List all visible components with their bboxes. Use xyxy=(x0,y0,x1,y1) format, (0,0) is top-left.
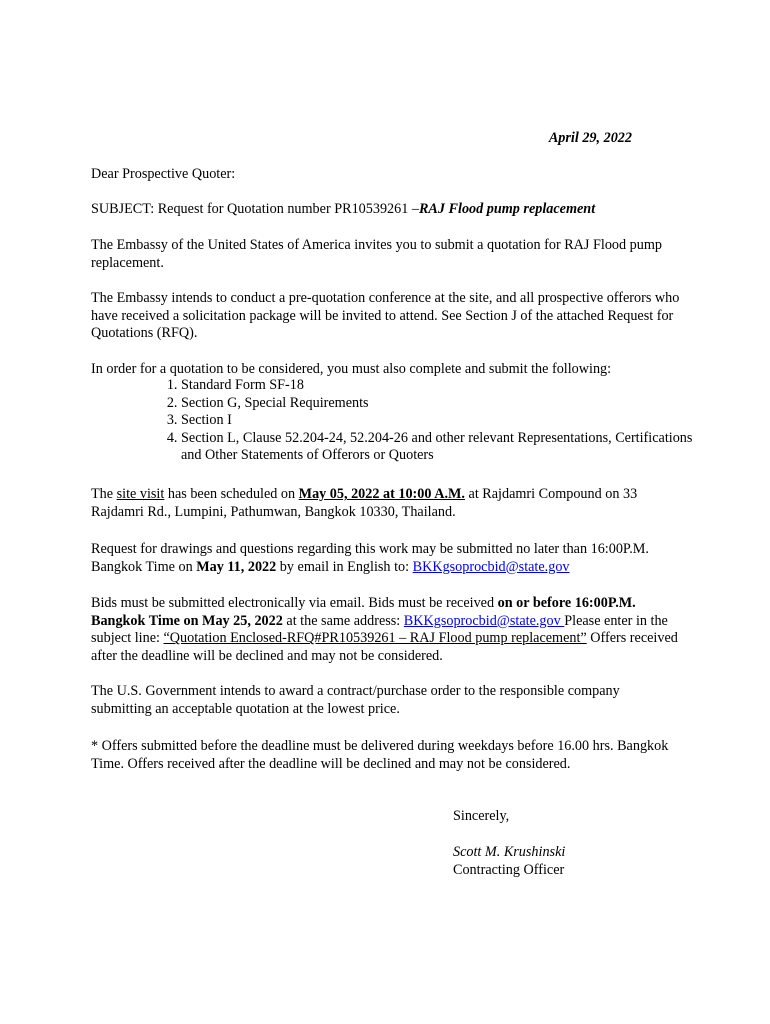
bids-deadline: on or before 16:00P.M. Bangkok Time on May 25, 2022 xyxy=(91,595,636,629)
requirement-item: 1. Standard Form SF-18 xyxy=(181,377,701,395)
note-paragraph: * Offers submitted before the deadline must be delivered during weekdays before 16.00 hrs. Bangkok Time. Offers received after the deadline will be declined and may not be considered. xyxy=(91,738,669,772)
questions-text: Request for drawings and questions regarding this work may be submitted no later than 16:00P.M. Bangkok Time on xyxy=(91,541,649,575)
intro-paragraph: The Embassy of the United States of America invites you to submit a quotation for RAJ Flood pump replacement. xyxy=(91,237,662,271)
requirements-lead: In order for a quotation to be considered, you must also complete and submit the following: xyxy=(91,361,612,377)
salutation: Dear Prospective Quoter: xyxy=(91,166,236,182)
subject-line-instruction: “Quotation Enclosed-RFQ#PR10539261 – RAJ Flood pump replacement” xyxy=(163,630,587,647)
requirement-item: 2. Section G, Special Requirements xyxy=(181,395,701,413)
requirement-item: 4. Section L, Clause 52.204-24, 52.204-26 and other relevant Representations, Certifications and Other Statements of Offerors or Quoters xyxy=(181,430,701,465)
questions-paragraph xyxy=(91,541,681,576)
award-paragraph: The U.S. Government intends to award a contract/purchase order to the responsible company submitting an acceptable quotation at the lowest price. xyxy=(91,683,620,717)
site-visit-paragraph xyxy=(91,486,651,521)
questions-deadline: May 11, 2022 xyxy=(196,558,277,575)
bids-text: Please enter in the subject line: xyxy=(91,612,668,647)
requirements-list xyxy=(158,377,701,465)
site-visit-datetime: May 05, 2022 at 10:00 A.M. xyxy=(298,486,465,502)
site-visit-text: has been scheduled on xyxy=(164,486,299,502)
signer-name: Scott M. Krushinski xyxy=(453,844,566,860)
conference-paragraph: The Embassy intends to conduct a pre-quotation conference at the site, and all prospective offerors who have received a solicitation package will be invited to attend. See Section J of the attached Request for Quotations (RFQ). xyxy=(91,290,680,342)
email-link[interactable]: BKKgsoprocbid@state.gov xyxy=(412,558,570,575)
site-visit-text: at Rajdamri Compound on 33 Rajdamri Rd., Lumpini, Pathumwan, Bangkok 10330, Thailand. xyxy=(91,486,638,520)
email-link[interactable]: BKKgsoprocbid@state.gov xyxy=(403,612,565,629)
letter-date: April 29, 2022 xyxy=(548,130,632,146)
subject-prefix: SUBJECT: Request for Quotation number PR10539261 – xyxy=(91,201,419,217)
subject-title: RAJ Flood pump replacement xyxy=(418,201,596,217)
questions-text: by email in English to: xyxy=(276,558,413,575)
subject-line xyxy=(91,201,691,219)
bids-text: Bids must be submitted electronically via email. Bids must be received xyxy=(91,595,498,611)
requirement-item: 3. Section I xyxy=(181,412,701,430)
site-visit-link[interactable]: site visit xyxy=(116,486,165,502)
site-visit-text: The xyxy=(91,486,117,502)
bids-text: Offers received after the deadline will be declined and may not be considered. xyxy=(91,630,678,664)
signer-title: Contracting Officer xyxy=(453,862,565,878)
closing: Sincerely, xyxy=(453,808,510,824)
bids-paragraph xyxy=(91,595,683,665)
bids-text: at the same address: xyxy=(282,612,404,629)
